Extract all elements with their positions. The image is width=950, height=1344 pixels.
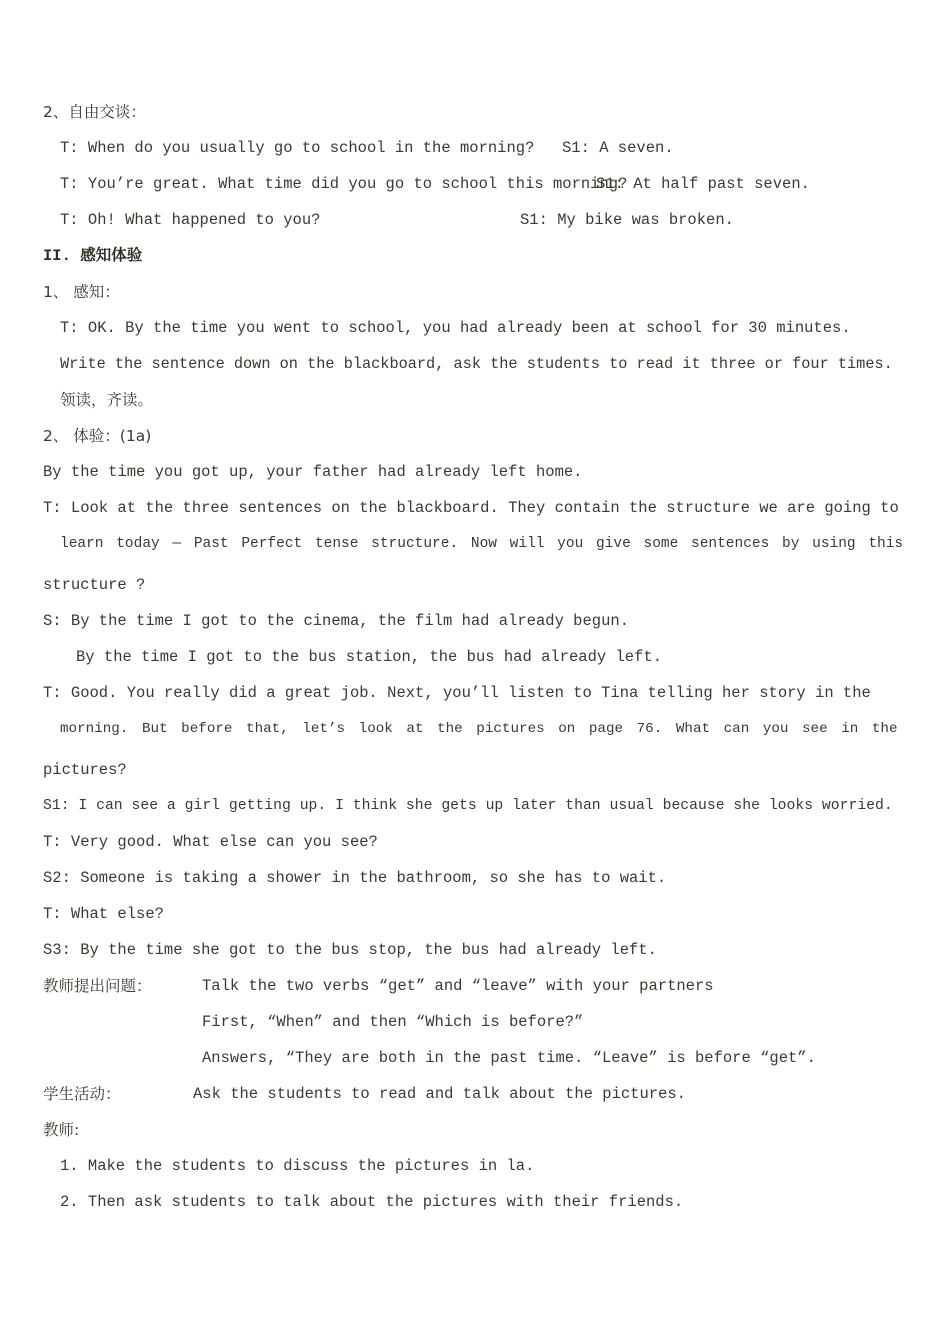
paragraph-line: S1: I can see a girl getting up. I think she gets up later than usual because she looks worried. — [43, 798, 893, 814]
dialogue-line-left: T: When do you usually go to school in the morning? — [60, 139, 535, 157]
paragraph-line: S: By the time I got to the cinema, the film had already begun. — [43, 612, 629, 630]
teacher-label: 教师: — [43, 1121, 80, 1139]
teacher-questions-label: 教师提出问题： — [43, 977, 152, 995]
paragraph-line: pictures? — [43, 761, 127, 779]
paragraph-line: S2: Someone is taking a shower in the bathroom, so she has to wait. — [43, 869, 667, 887]
student-activity-text: Ask the students to read and talk about the pictures. — [193, 1085, 686, 1103]
question-line: Answers, “They are both in the past time. “Leave” is before “get”. — [202, 1049, 816, 1067]
student-activity-label: 学生活动： — [43, 1085, 121, 1103]
paragraph-line: T: What else? — [43, 905, 164, 923]
dialogue-line-left: T: Oh! What happened to you? — [60, 211, 321, 229]
question-line: First, “When” and then “Which is before?” — [202, 1013, 584, 1031]
dialogue-line-right: S1: My bike was broken. — [520, 211, 734, 229]
paragraph-line: S3: By the time she got to the bus stop, the bus had already left. — [43, 941, 657, 959]
free-talk-heading: 2、自由交谈： — [43, 103, 146, 121]
teacher-list-item: 2. Then ask students to talk about the pictures with their friends. — [60, 1193, 684, 1211]
paragraph-line: T: Good. You really did a great job. Next, you’ll listen to Tina telling her story in the — [43, 684, 871, 702]
perceive-heading: 1、 感知： — [43, 283, 120, 301]
experience-heading: 2、 体验：(1a) — [43, 427, 152, 445]
paragraph-line: learn today — Past Perfect tense structure. Now will you give some sentences by using this — [60, 536, 904, 552]
paragraph-line: T: Look at the three sentences on the blackboard. They contain the structure we are going to — [43, 499, 899, 517]
dialogue-line-right: S1: A seven. — [562, 139, 674, 157]
paragraph-line: By the time I got to the bus station, the bus had already left. — [76, 648, 662, 666]
paragraph-line: T: Very good. What else can you see? — [43, 833, 378, 851]
paragraph-line: morning. But before that, let’s look at the pictures on page 76. What can you see in the — [60, 721, 898, 737]
dialogue-line-right: S1: At half past seven. — [596, 175, 810, 193]
paragraph-line: Write the sentence down on the blackboard, ask the students to read it three or four times. — [60, 355, 893, 373]
teacher-list-item: 1. Make the students to discuss the pictures in la. — [60, 1157, 535, 1175]
paragraph-line: 领读，齐读。 — [60, 391, 154, 409]
paragraph-line: T: OK. By the time you went to school, you had already been at school for 30 minutes. — [60, 319, 851, 337]
dialogue-line-left: T: You’re great. What time did you go to school this morning? — [60, 175, 628, 193]
question-line: Talk the two verbs “get” and “leave” with your partners — [202, 977, 714, 995]
section-title: II. 感知体验 — [43, 247, 143, 265]
paragraph-line: structure ? — [43, 576, 146, 594]
paragraph-line: By the time you got up, your father had already left home. — [43, 463, 583, 481]
